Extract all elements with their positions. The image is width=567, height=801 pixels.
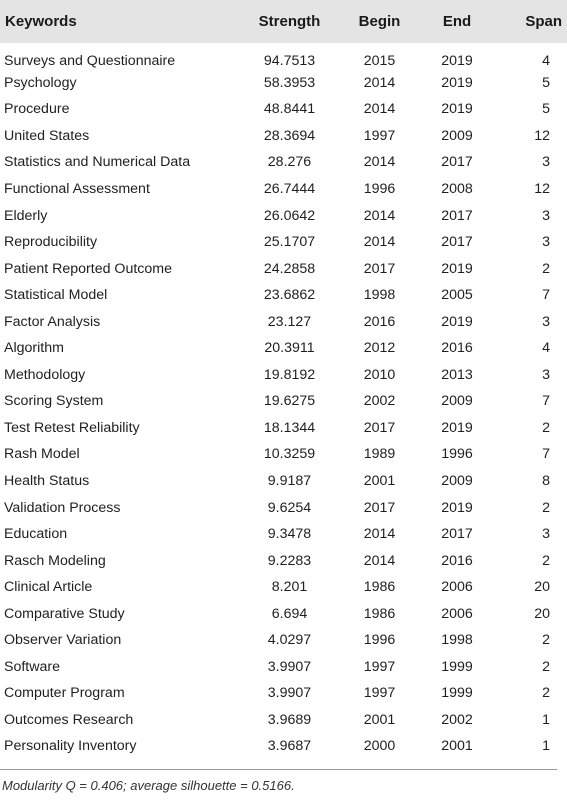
cell-strength: 48.8441 (263, 101, 316, 118)
cell-begin: 1998 (363, 287, 396, 304)
cell-end: 1996 (441, 446, 473, 463)
cell-end: 2013 (441, 366, 473, 383)
cell-end: 2002 (441, 711, 473, 728)
cell-end: 2016 (441, 552, 473, 569)
cell-begin: 1986 (363, 579, 396, 596)
cell-span: 3 (542, 366, 550, 383)
header-end: End (442, 13, 472, 30)
cell-begin: 1997 (363, 127, 396, 144)
header-span: Span (525, 13, 562, 30)
cell-keyword: Patient Reported Outcome (4, 260, 172, 277)
cell-begin: 2017 (363, 499, 396, 516)
cell-begin: 2014 (363, 74, 396, 91)
cell-end: 2017 (441, 234, 473, 251)
cell-strength: 26.0642 (263, 207, 316, 224)
cell-end: 2006 (441, 605, 473, 622)
cell-keyword: Validation Process (4, 499, 121, 516)
cell-begin: 2014 (363, 154, 396, 171)
cell-span: 3 (542, 207, 550, 224)
cell-strength: 23.127 (267, 313, 312, 330)
cell-begin: 1986 (363, 605, 396, 622)
header-row (0, 0, 567, 43)
table-row (0, 282, 567, 309)
cell-span: 3 (542, 234, 550, 251)
cell-begin: 2014 (363, 552, 396, 569)
cell-begin: 1997 (363, 685, 396, 702)
table-row (0, 70, 567, 97)
cell-strength: 23.6862 (263, 287, 316, 304)
cell-end: 2001 (441, 738, 473, 755)
cell-keyword: Factor Analysis (4, 313, 101, 330)
cell-end: 2019 (441, 74, 473, 91)
cell-keyword: Functional Assessment (4, 181, 150, 197)
table-row (0, 123, 567, 150)
cell-keyword: Software (4, 658, 60, 675)
cell-begin: 2014 (363, 526, 396, 543)
cell-keyword: Statistics and Numerical Data (4, 154, 191, 171)
table-row (0, 627, 567, 654)
cell-span: 3 (542, 313, 550, 330)
table-row (0, 308, 567, 335)
cell-strength: 28.276 (267, 154, 312, 171)
cell-strength: 9.3478 (267, 526, 312, 543)
cell-end: 2017 (441, 207, 473, 224)
cell-begin: 2015 (363, 52, 396, 69)
cell-end: 2019 (441, 499, 473, 516)
cell-keyword: Clinical Article (4, 579, 93, 596)
table-row (0, 707, 567, 734)
cell-end: 2019 (441, 313, 473, 330)
table-row (0, 415, 567, 442)
cell-end: 2006 (441, 579, 473, 596)
table-row (0, 680, 567, 707)
cell-span: 1 (542, 711, 550, 728)
cell-span: 12 (534, 127, 550, 144)
cell-strength: 8.201 (271, 579, 308, 596)
cell-span: 5 (542, 101, 550, 118)
table-row (0, 335, 567, 362)
cell-end: 1999 (441, 658, 473, 675)
cell-end: 2016 (441, 340, 473, 357)
cell-span: 12 (534, 181, 550, 197)
cell-span: 7 (542, 393, 550, 410)
cell-strength: 19.8192 (263, 366, 316, 383)
cell-strength: 18.1344 (263, 419, 316, 436)
cell-begin: 1989 (363, 446, 396, 463)
cell-keyword: Comparative Study (4, 605, 125, 622)
table-row (0, 362, 567, 389)
cell-strength: 9.6254 (267, 499, 312, 516)
table-footnote: Modularity Q = 0.406; average silhouette = 0.5166. (2, 778, 295, 793)
table-row (0, 388, 567, 415)
cell-begin: 1996 (363, 632, 396, 649)
cell-begin: 2001 (363, 711, 396, 728)
table-row (0, 43, 567, 70)
cell-span: 4 (542, 52, 550, 69)
cell-strength: 24.2858 (263, 260, 316, 277)
cell-keyword: Education (4, 526, 68, 543)
cell-keyword: Methodology (4, 366, 86, 383)
table-row (0, 547, 567, 574)
table-row (0, 494, 567, 521)
cell-strength: 20.3911 (264, 340, 315, 357)
cell-span: 3 (542, 526, 550, 543)
cell-keyword: Outcomes Research (4, 711, 134, 728)
table-row (0, 521, 567, 548)
cell-end: 2009 (441, 393, 473, 410)
cell-span: 8 (542, 473, 550, 490)
cell-span: 2 (542, 685, 550, 702)
table-row (0, 654, 567, 681)
cell-end: 2005 (441, 287, 473, 304)
cell-begin: 2010 (363, 366, 396, 383)
cell-end: 2017 (441, 526, 473, 543)
cell-end: 1999 (441, 685, 473, 702)
cell-strength: 9.2283 (267, 552, 312, 569)
table-row (0, 255, 567, 282)
cell-keyword: Rasch Modeling (4, 552, 106, 569)
cell-strength: 94.7513 (263, 52, 316, 69)
cell-begin: 2000 (363, 738, 396, 755)
cell-span: 2 (542, 419, 550, 436)
cell-end: 1998 (441, 632, 473, 649)
cell-strength: 3.9689 (267, 711, 312, 728)
cell-keyword: Test Retest Reliability (4, 419, 140, 436)
cell-begin: 2002 (363, 393, 396, 410)
table-row (0, 574, 567, 601)
cell-span: 1 (542, 738, 550, 755)
table-bottom-rule (0, 769, 557, 770)
table-row (0, 600, 567, 627)
header-strength: Strength (258, 13, 321, 30)
cell-end: 2017 (441, 154, 473, 171)
cell-strength: 9.9187 (267, 473, 312, 490)
cell-end: 2019 (441, 52, 473, 69)
cell-span: 20 (534, 579, 550, 596)
cell-begin: 2014 (363, 234, 396, 251)
cell-strength: 3.9907 (267, 685, 312, 702)
cell-span: 2 (542, 499, 550, 516)
cell-begin: 2017 (363, 419, 396, 436)
cell-strength: 25.1707 (263, 234, 316, 251)
table-row (0, 441, 567, 468)
cell-strength: 6.694 (271, 605, 308, 622)
cell-span: 7 (542, 446, 550, 463)
cell-strength: 28.3694 (263, 127, 316, 144)
cell-begin: 2016 (363, 313, 396, 330)
cell-span: 5 (542, 74, 550, 91)
cell-strength: 3.9687 (267, 738, 312, 755)
cell-keyword: Algorithm (4, 340, 64, 357)
cell-keyword: Psychology (4, 74, 77, 91)
cell-strength: 19.6275 (263, 393, 316, 410)
cell-keyword: Health Status (4, 473, 90, 490)
cell-keyword: Computer Program (4, 685, 125, 702)
cell-span: 2 (542, 632, 550, 649)
cell-keyword: Surveys and Questionnaire (4, 52, 176, 69)
cell-keyword: Personality Inventory (4, 738, 137, 755)
cell-end: 2009 (441, 127, 473, 144)
cell-keyword: Observer Variation (4, 632, 122, 649)
cell-span: 20 (534, 605, 550, 622)
cell-keyword: Reproducibility (4, 234, 98, 251)
cell-span: 3 (542, 154, 550, 171)
cell-begin: 2014 (363, 207, 396, 224)
cell-begin: 1996 (363, 181, 396, 197)
table-row (0, 176, 567, 203)
cell-begin: 2017 (363, 260, 396, 277)
cell-end: 2019 (441, 101, 473, 118)
cell-span: 2 (542, 260, 550, 277)
cell-keyword: Rash Model (4, 446, 80, 463)
table-row (0, 733, 567, 760)
cell-end: 2009 (441, 473, 473, 490)
cell-strength: 26.7444 (263, 181, 316, 197)
cell-strength: 3.9907 (267, 658, 312, 675)
cell-strength: 10.3259 (263, 446, 316, 463)
table-row (0, 149, 567, 176)
cell-end: 2008 (441, 181, 473, 197)
cell-begin: 1997 (363, 658, 396, 675)
cell-keyword: Elderly (4, 207, 48, 224)
cell-begin: 2012 (363, 340, 396, 357)
cell-end: 2019 (441, 419, 473, 436)
cell-begin: 2014 (363, 101, 396, 118)
cell-keyword: United States (4, 127, 90, 144)
cell-keyword: Statistical Model (4, 287, 108, 304)
header-begin: Begin (358, 13, 401, 30)
table-row (0, 202, 567, 229)
table-header (0, 0, 567, 43)
cell-keyword: Procedure (4, 101, 70, 118)
cell-strength: 4.0297 (267, 632, 312, 649)
cell-span: 4 (542, 340, 550, 357)
table-row (0, 96, 567, 123)
cell-span: 7 (542, 287, 550, 304)
cell-keyword: Scoring System (4, 393, 104, 410)
cell-begin: 2001 (363, 473, 396, 490)
table-row (0, 468, 567, 495)
cell-span: 2 (542, 552, 550, 569)
cell-strength: 58.3953 (263, 74, 316, 91)
table-body (0, 43, 567, 760)
cell-end: 2019 (441, 260, 473, 277)
table-row (0, 229, 567, 256)
header-keywords: Keywords (5, 13, 77, 30)
cell-span: 2 (542, 658, 550, 675)
